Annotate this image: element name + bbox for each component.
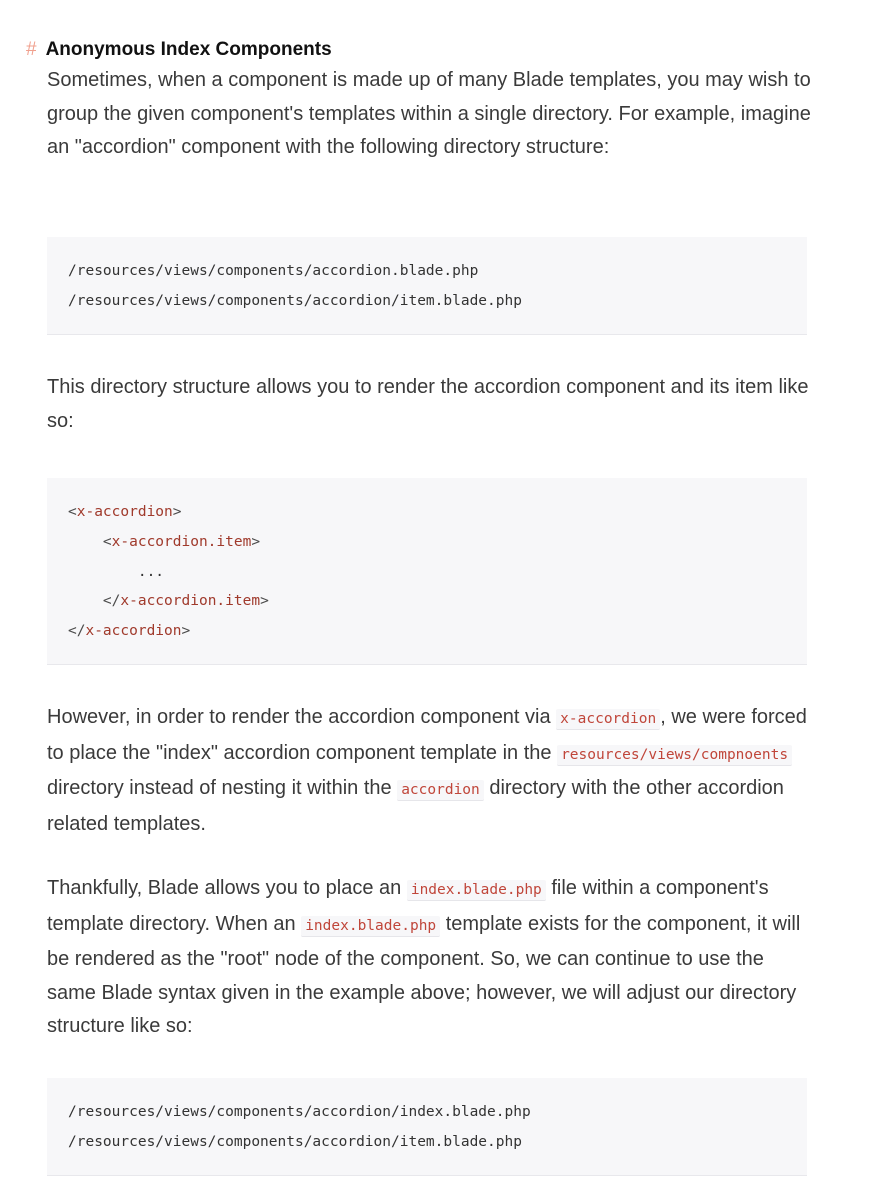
code-line <box>68 528 786 558</box>
tag-bracket: > <box>181 623 191 639</box>
code-block-accordion-usage <box>47 478 807 665</box>
section-heading <box>26 36 332 64</box>
tag-bracket: < <box>102 533 112 550</box>
code-ellipsis: ... <box>137 563 165 580</box>
code-line <box>68 498 786 528</box>
code-line: /resources/views/components/accordion/item.blade.php <box>68 1133 522 1150</box>
tag-name: x-accordion <box>76 504 173 520</box>
paragraph-render-usage: This directory structure allows you to render the accordion component and its item like so: <box>47 376 809 432</box>
code-line <box>68 587 786 617</box>
heading-title: Anonymous Index Components <box>45 39 332 60</box>
tag-name: x-accordion.item <box>120 593 261 610</box>
inline-code: index.blade.php <box>407 880 546 901</box>
code-block-index-structure <box>47 1078 807 1176</box>
inline-code: index.blade.php <box>301 916 440 937</box>
tag-bracket: < <box>68 504 77 520</box>
code-line <box>68 558 786 588</box>
inline-code: accordion <box>397 780 484 801</box>
tag-bracket: > <box>251 533 261 550</box>
tag-name: x-accordion.item <box>111 533 252 550</box>
code-line: /resources/views/components/accordion/index.blade.php <box>68 1104 531 1120</box>
tag-bracket: </ <box>68 623 86 639</box>
heading-anchor-link[interactable]: # <box>26 39 37 60</box>
code-line: /resources/views/components/accordion/item.blade.php <box>68 292 522 309</box>
tag-name: x-accordion <box>85 623 182 639</box>
paragraph-however: However, in order to render the accordion component via x-accordion , we were forced to place the "index" accordion component template in the resources/views/compnoents directory instead of nesting it within the accordion directory with the other accordion related templates. <box>47 706 807 835</box>
paragraph-intro: Sometimes, when a component is made up of many Blade templates, you may wish to group the given component's templates within a single directory. For example, imagine an "accordion" component with the following directory structure: <box>47 69 811 158</box>
tag-bracket: > <box>260 593 269 610</box>
inline-code: resources/views/compnoents <box>557 745 792 766</box>
code-line <box>68 617 786 647</box>
tag-bracket: </ <box>102 593 121 610</box>
paragraph-thankfully: Thankfully, Blade allows you to place an index.blade.php file within a component's template directory. When an index.blade.php template exists for the component, it will be rendered as the "root" node of the component. So, we can continue to use the same Blade syntax given in the example above; however, we will adjust our directory structure like so: <box>47 877 801 1037</box>
inline-code: x-accordion <box>556 709 660 730</box>
tag-bracket: > <box>172 504 182 520</box>
code-block-directory-structure <box>47 237 807 335</box>
code-line: /resources/views/components/accordion.blade.php <box>68 263 479 279</box>
